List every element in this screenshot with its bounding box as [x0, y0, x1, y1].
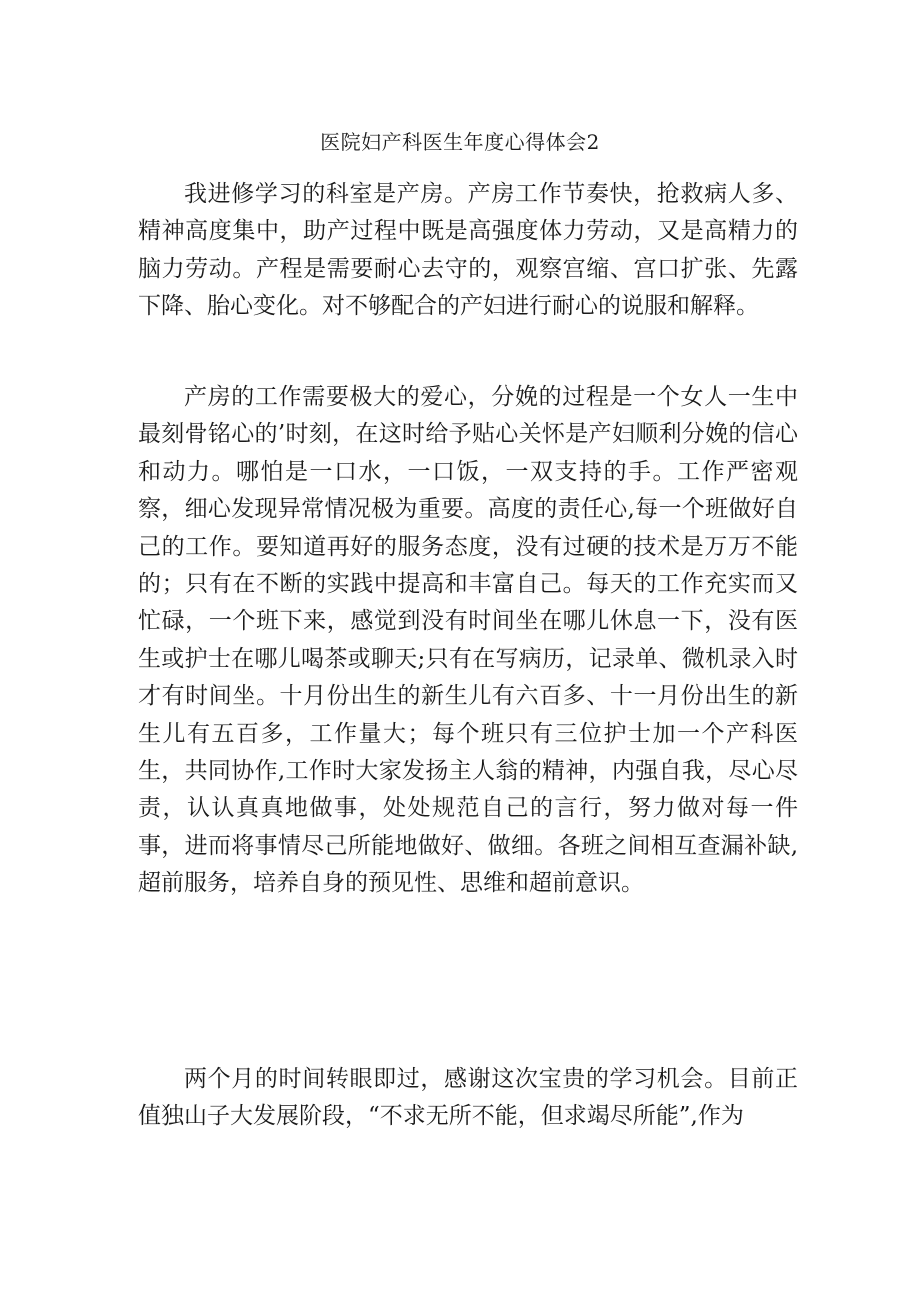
document-title: 医院妇产科医生年度心得体会2 [320, 130, 600, 154]
paragraph-3: 两个月的时间转眼即过，感谢这次宝贵的学习机会。目前正值独山子大发展阶段，“不求无所不能，但求竭尽所能”,作为 [138, 1066, 798, 1130]
paragraph-2: 产房的工作需要极大的爱心，分娩的过程是一个女人一生中最刻骨铭心的’时刻，在这时给予贴心关怀是产妇顺利分娩的信心和动力。哪怕是一口水，一口饭，一双支持的手。工作严密观察，细心发现异常情况极为重要。高度的责任心,每一个班做好自己的工作。要知道再好的服务态度，没有过硬的技术是万万不能的；只有在不断的实践中提高和丰富自己。每天的工作充实而又忙碌，一个班下来，感觉到没有时间坐在哪儿休息一下，没有医生或护士在哪儿喝茶或聊天;只有在写病历，记录单、微机录入时才有时间坐。十月份出生的新生儿有六百多、十一月份出生的新生儿有五百多，工作量大；每个班只有三位护士加一个产科医生，共同协作,工作时大家发扬主人翁的精神，内强自我，尽心尽责，认认真真地做事，处处规范自己的言行，努力做对每一件事，进而将事情尽己所能地做好、做细。各班之间相互查漏补缺,超前服务，培养自身的预见性、思维和超前意识。 [138, 384, 798, 897]
paragraph-1: 我进修学习的科室是产房。产房工作节奏快，抢救病人多、精神高度集中，助产过程中既是高强度体力劳动，又是高精力的脑力劳动。产程是需要耐心去守的，观察宫缩、宫口扩张、先露下降、胎心变化。对不够配合的产妇进行耐心的说服和解释。 [138, 181, 798, 320]
